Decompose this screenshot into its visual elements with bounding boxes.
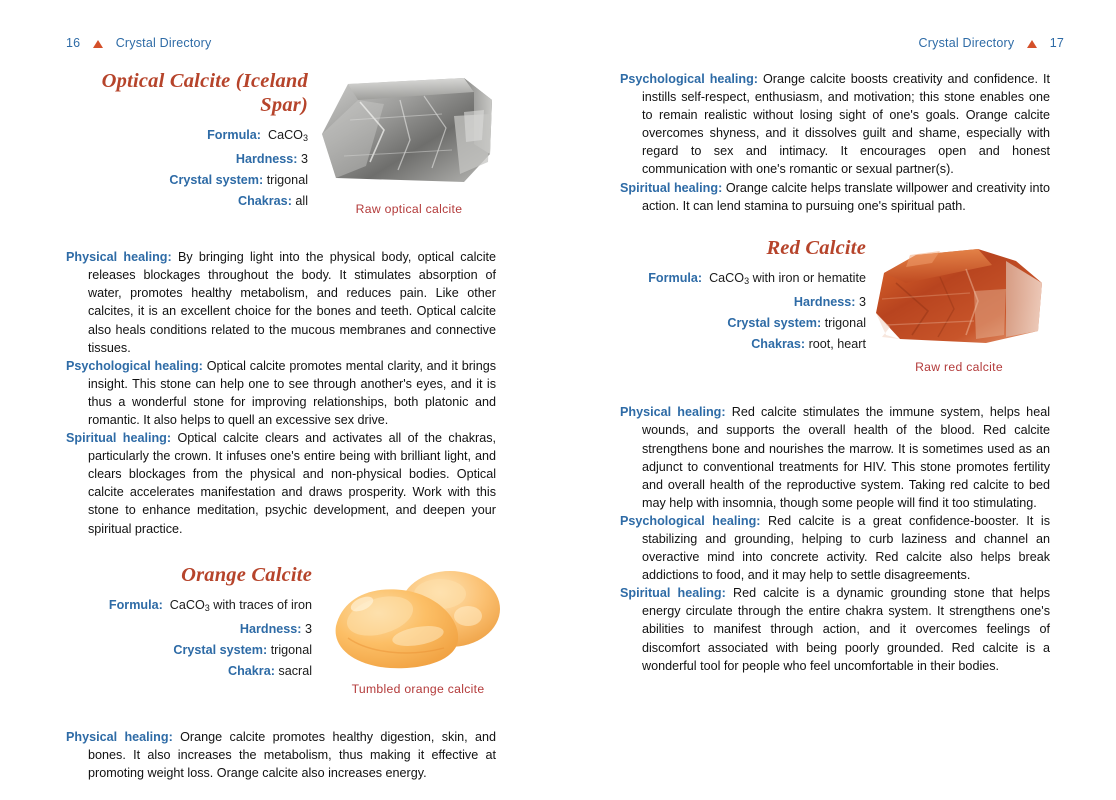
spec-crystal-system: Crystal system: trigonal (173, 643, 312, 658)
figure-caption-optical-calcite: Raw optical calcite (355, 202, 463, 216)
section-label: Spiritual healing: (620, 586, 726, 601)
running-head-left-title: Crystal Directory (115, 36, 212, 50)
section-spiritual-healing (66, 429, 496, 538)
column-left (66, 70, 496, 782)
entry-red-calcite (620, 237, 1050, 675)
section-psychological-healing (620, 70, 1050, 179)
entry-header-red-calcite (620, 237, 866, 356)
spec-formula: Formula: CaCO$_3$ (207, 128, 308, 144)
entry-optical-calcite (66, 70, 496, 538)
entry-title-optical-calcite: Optical Calcite (Iceland Spar) (101, 70, 308, 116)
figure-orange-calcite (332, 564, 504, 696)
section-label: Psychological healing: (620, 72, 758, 86)
entry-orange-calcite (66, 564, 496, 783)
section-text: Optical calcite promotes mental clarity, and it brings insight. This stone can help one to see through another's eyes, and it is thus a wonderful stone for improving relationships, both platonic and romantic. It also helps to quell an excessive sex drive. (88, 358, 497, 427)
column-right (620, 70, 1050, 675)
entry-header-optical-calcite (66, 70, 308, 212)
spec-chakras: Chakras: root, heart (751, 337, 866, 352)
figure-red-calcite (866, 239, 1052, 374)
running-head-left (66, 36, 211, 50)
folio-right: 17 (1049, 36, 1064, 50)
section-label: Psychological healing: (620, 513, 761, 528)
section-text: Orange calcite boosts creativity and confidence. It instills self-respect, enthusiasm, and motivation; this stone enables one to remain realistic without losing sight of one's goals. Orange calcite overcomes shyness, and it dissolves guilt and shame, especially with regard to sex and intimacy. It encourages open and honest communication with one's romantic or sexual partner(s). (642, 72, 1050, 177)
section-text: Orange calcite promotes healthy digestion, skin, and bones. It also increases the metabolism, thus making it effective at promoting weight loss. Orange calcite also increases energy. (88, 730, 496, 781)
spec-crystal-system: Crystal system: trigonal (169, 173, 308, 188)
running-head-right-title: Crystal Directory (918, 36, 1015, 50)
triangle-ornament-icon (1027, 40, 1037, 48)
entry-title-orange-calcite: Orange Calcite (181, 563, 312, 586)
spec-crystal-system: Crystal system: trigonal (727, 316, 866, 331)
entry-title-red-calcite: Red Calcite (766, 236, 866, 259)
section-psychological-healing (66, 357, 496, 429)
section-spiritual-healing (620, 179, 1050, 215)
section-spiritual-healing (620, 584, 1050, 674)
section-label: Physical healing: (620, 405, 726, 420)
section-text: Orange calcite helps translate willpower and creativity into action. It can lend stamina to pursuing one's spiritual path. (642, 180, 1050, 213)
section-psychological-healing (620, 512, 1050, 584)
section-label: Spiritual healing: (66, 431, 172, 446)
section-text: Red calcite is a dynamic grounding stone that helps energy circulate through the entire chakra system. It strengthens one's abilities to manifest through action, and it overcomes feelings of discomfort associated with being poorly grounded. Red calcite is a wonderful tool for people who feel uncomfortable in their bodies. (642, 586, 1051, 673)
section-text: By bringing light into the physical body, optical calcite releases blockages throughout the body. It stimulates absorption of water, promotes healthy metabolism, and reduces pain. Like other calcites, it is an excellent choice for the bones and teeth. Optical calcite also heals conditions related to the mucous membranes and connective tissues. (88, 250, 496, 355)
spec-chakra: Chakra: sacral (228, 664, 312, 679)
section-label: Spiritual healing: (620, 180, 723, 195)
figure-caption-red-calcite: Raw red calcite (915, 359, 1003, 374)
section-physical-healing (66, 728, 496, 782)
section-physical-healing (620, 403, 1050, 512)
spec-hardness: Hardness: 3 (793, 295, 866, 310)
spec-formula: Formula: CaCO$_3$ with traces of iron (108, 598, 312, 614)
folio-left: 16 (66, 36, 81, 50)
section-label: Psychological healing: (66, 358, 203, 373)
spec-chakras: Chakras: all (237, 194, 308, 209)
spec-formula: Formula: CaCO$_3$ with iron or hematite (648, 271, 866, 287)
spec-hardness: Hardness: 3 (235, 152, 308, 167)
section-text: Optical calcite clears and activates all of the chakras, particularly the crown. It infuses one's entire being with brilliant light, and clears blockages from the physical and non-physical bodies. Optical calcite accelerates manifestation and draws prosperity. Work with this stone to enhance meditation, psychic development, and deepen your spiritual practice. (88, 431, 496, 536)
section-text: Red calcite stimulates the immune system, helps heal wounds, and supports the overall health of the blood. Red calcite strengthens bone and nourishes the marrow. It is sometimes used as an adjunct to conventional treatments for HIV. This stone promotes fertility and overall health of the reproductive system. Taking red calcite to bed may help with insomnia, though some people will find it too stimulating. (642, 405, 1050, 510)
tumbled-orange-calcite-image (332, 564, 504, 674)
triangle-ornament-icon (93, 40, 103, 48)
entry-header-orange-calcite (66, 564, 312, 683)
figure-caption-orange-calcite: Tumbled orange calcite (351, 681, 485, 696)
section-physical-healing (66, 248, 496, 357)
raw-red-calcite-image (866, 239, 1052, 351)
spec-hardness: Hardness: 3 (239, 622, 312, 637)
section-label: Physical healing: (66, 250, 172, 265)
running-head-right (919, 36, 1064, 50)
section-text: Red calcite is a great confidence-booster. It is stabilizing and grounding, helping to curb laziness and channel an overactive mind into concrete activity. Red calcite also helps break addictions to food, and it may help to settle disagreements. (642, 513, 1051, 583)
section-label: Physical healing: (66, 730, 173, 745)
